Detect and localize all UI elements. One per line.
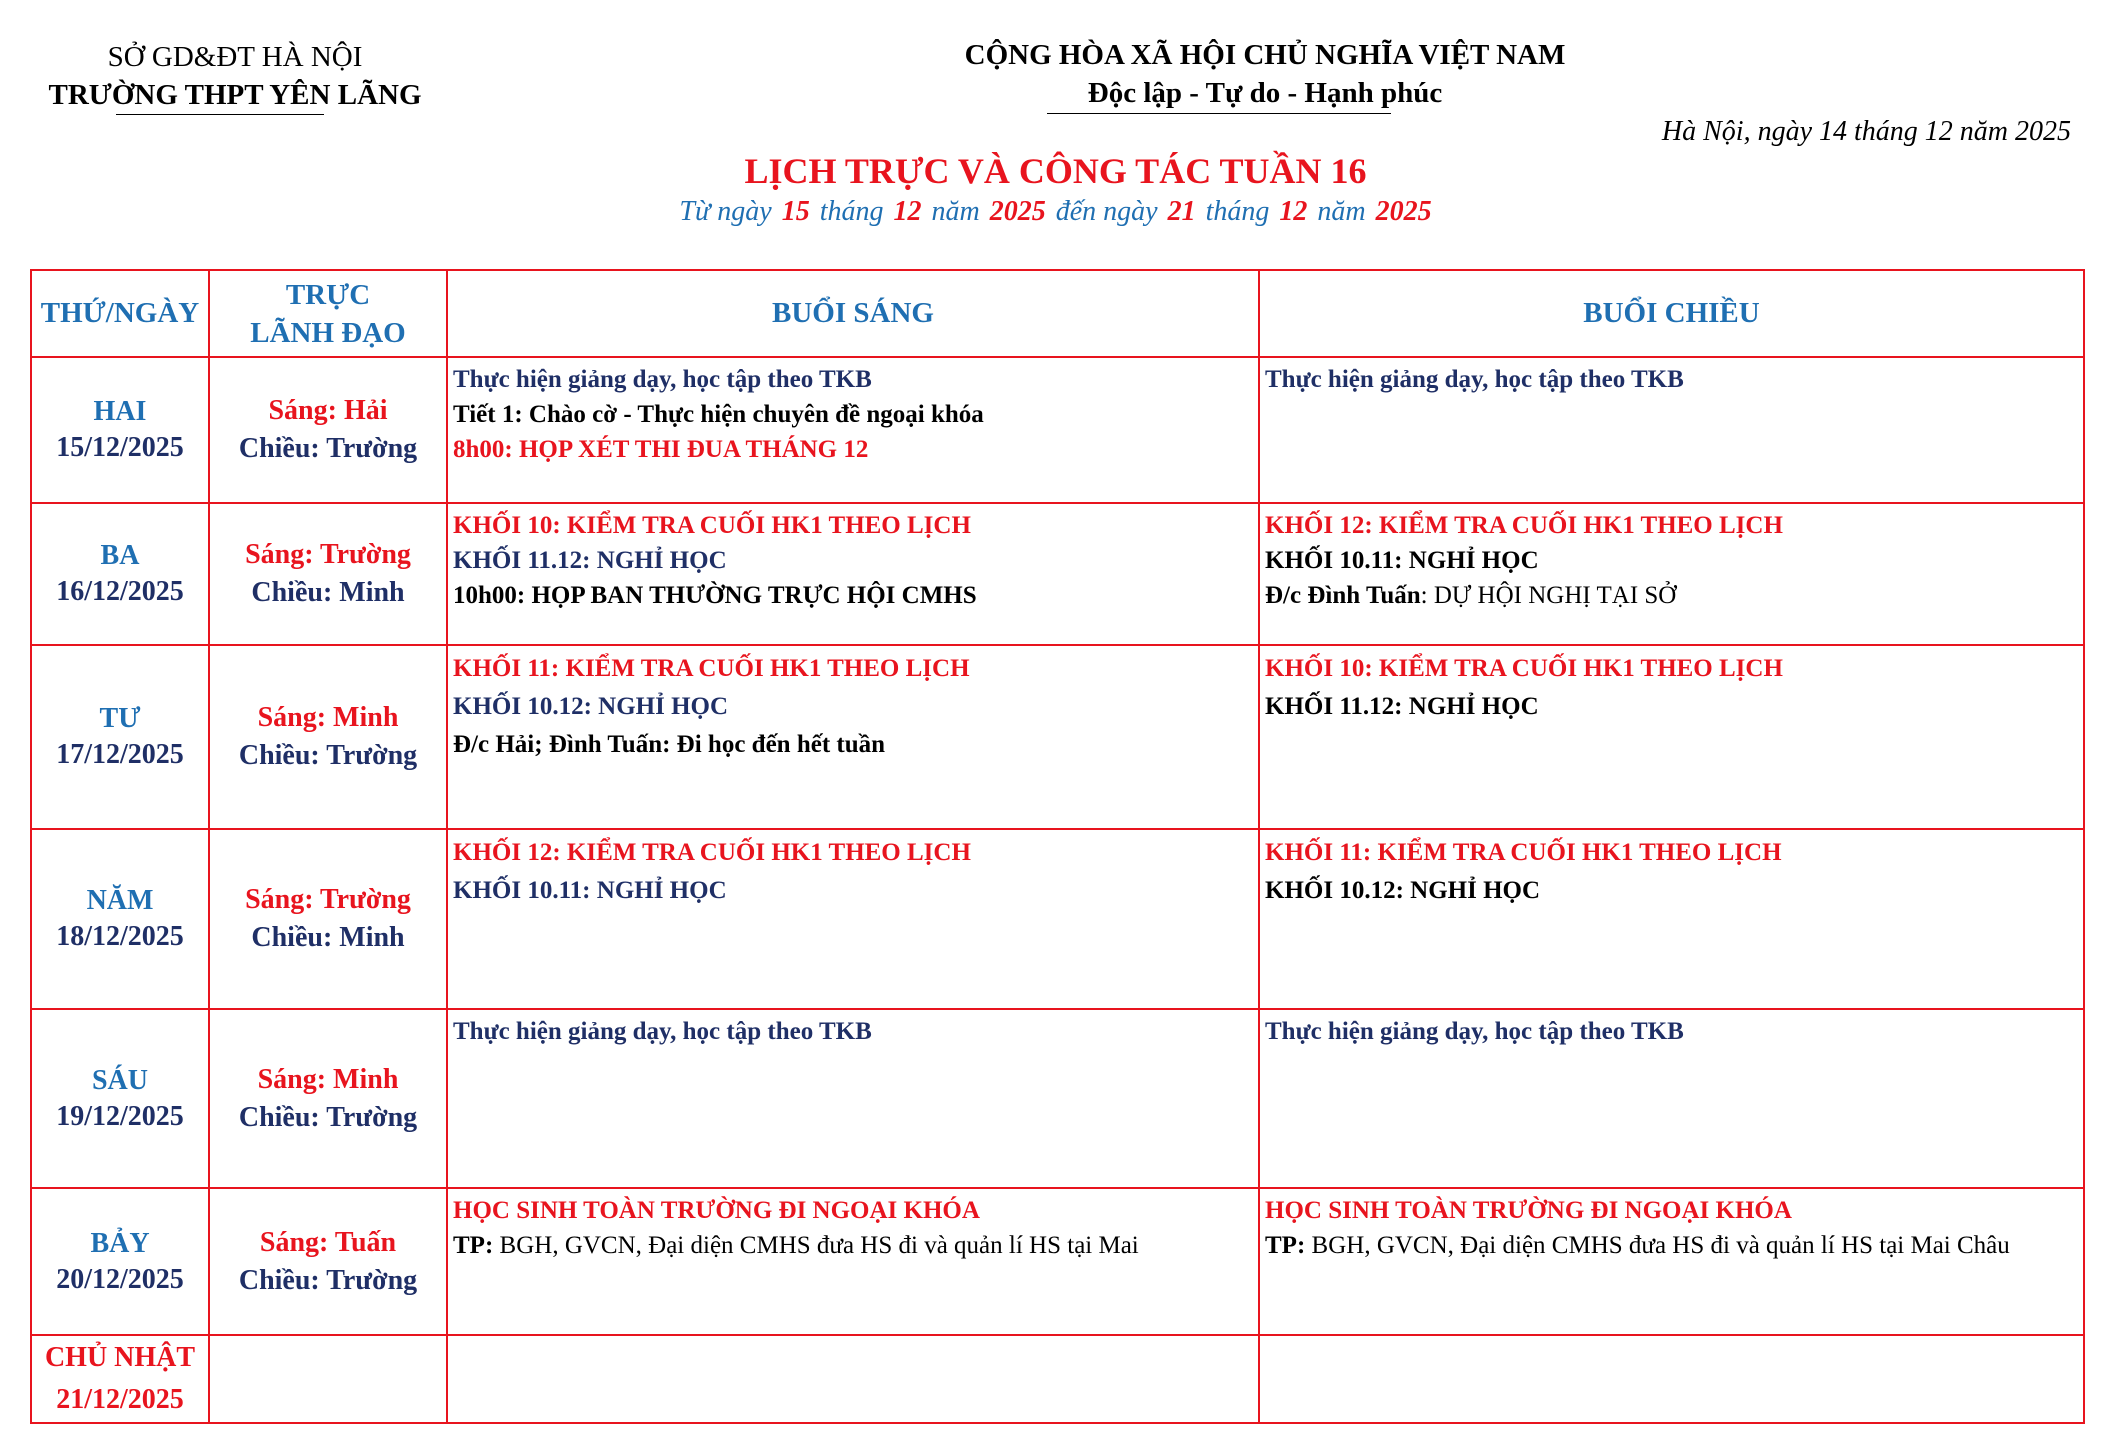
activity-line: KHỐI 11: KIỂM TRA CUỐI HK1 THEO LỊCH bbox=[453, 655, 970, 682]
activity-line: KHỐI 10.11: NGHỈ HỌC bbox=[453, 877, 727, 904]
activity-line: Tiết 1: Chào cờ - Thực hiện chuyên đề ngoại khóa bbox=[453, 401, 984, 428]
afternoon-cell bbox=[1259, 503, 2084, 645]
afternoon-cell bbox=[1259, 1335, 2084, 1423]
duty-morning: Sáng: Tuấn bbox=[259, 1226, 397, 1258]
participants-label: TP: bbox=[453, 1232, 494, 1259]
day-date: 16/12/2025 bbox=[56, 576, 184, 607]
morning-cell bbox=[447, 1335, 1259, 1423]
activity-line: KHỐI 10: KIỂM TRA CUỐI HK1 THEO LỊCH bbox=[1265, 655, 1783, 682]
date-range bbox=[0, 196, 2111, 228]
nation-title: CỘNG HÒA XÃ HỘI CHỦ NGHĨA VIỆT NAM bbox=[964, 39, 1566, 71]
duty-afternoon: Chiều: Trường bbox=[238, 433, 418, 464]
to-month: 12 bbox=[1279, 196, 1308, 227]
morning-cell bbox=[447, 503, 1259, 645]
from-year: 2025 bbox=[989, 196, 1046, 227]
day-date: 15/12/2025 bbox=[56, 432, 184, 463]
afternoon-cell bbox=[1259, 1009, 2084, 1188]
year-label-2: năm bbox=[1317, 196, 1366, 227]
from-label: Từ ngày bbox=[679, 196, 772, 227]
to-year: 2025 bbox=[1375, 196, 1432, 227]
duty-afternoon: Chiều: Minh bbox=[251, 922, 405, 953]
school-underline bbox=[116, 114, 324, 115]
col-header-duty-line1: TRỰC bbox=[285, 278, 371, 311]
col-header-morning: BUỔI SÁNG bbox=[447, 270, 1259, 357]
afternoon-cell bbox=[1259, 357, 2084, 503]
col-header-day: THỨ/NGÀY bbox=[31, 270, 209, 357]
day-cell bbox=[31, 1188, 209, 1335]
col-header-duty-line2: LÃNH ĐẠO bbox=[250, 316, 406, 349]
activity-line: KHỐI 11.12: NGHỈ HỌC bbox=[1265, 693, 1539, 720]
duty-morning: Sáng: Trường bbox=[245, 539, 411, 570]
activity-line: KHỐI 12: KIỂM TRA CUỐI HK1 THEO LỊCH bbox=[1265, 512, 1783, 539]
activity-line: KHỐI 10.12: NGHỈ HỌC bbox=[453, 693, 729, 720]
activity-line: Thực hiện giảng dạy, học tập theo TKB bbox=[1265, 1018, 1684, 1045]
activity-line: Đ/c Hải; Đình Tuấn: Đi học đến hết tuần bbox=[453, 731, 886, 758]
activity-text: BGH, GVCN, Đại diện CMHS đưa HS đi và quản lí HS tại Mai Châu bbox=[1305, 1232, 2010, 1259]
day-cell bbox=[31, 1335, 209, 1423]
activity-line: 10h00: HỌP BAN THƯỜNG TRỰC HỘI CMHS bbox=[453, 582, 977, 609]
col-header-duty bbox=[209, 270, 447, 357]
day-cell bbox=[31, 357, 209, 503]
activity-line bbox=[453, 1228, 1253, 1263]
table-row bbox=[31, 1188, 2084, 1335]
activity-line: KHỐI 10: KIỂM TRA CUỐI HK1 THEO LỊCH bbox=[453, 512, 971, 539]
afternoon-cell bbox=[1259, 645, 2084, 829]
activity-line bbox=[1265, 1228, 2078, 1263]
day-name: CHỦ NHẬT bbox=[44, 1342, 196, 1373]
day-cell bbox=[31, 829, 209, 1009]
to-day: 21 bbox=[1167, 196, 1196, 227]
day-date: 19/12/2025 bbox=[56, 1100, 184, 1132]
day-date: 21/12/2025 bbox=[56, 1384, 184, 1415]
table-row bbox=[31, 829, 2084, 1009]
table-row bbox=[31, 1335, 2084, 1423]
day-date: 20/12/2025 bbox=[56, 1263, 184, 1295]
table-row bbox=[31, 357, 2084, 503]
activity-line: Thực hiện giảng dạy, học tập theo TKB bbox=[1265, 366, 1684, 393]
duty-morning: Sáng: Minh bbox=[257, 1063, 399, 1095]
activity-line: 8h00: HỌP XÉT THI ĐUA THÁNG 12 bbox=[453, 436, 869, 463]
duty-morning: Sáng: Minh bbox=[257, 702, 399, 733]
duty-afternoon: Chiều: Minh bbox=[251, 577, 405, 608]
duty-cell bbox=[209, 1009, 447, 1188]
day-name: HAI bbox=[93, 396, 147, 427]
header-right bbox=[890, 36, 1640, 112]
activity-line: HỌC SINH TOÀN TRƯỜNG ĐI NGOẠI KHÓA bbox=[453, 1197, 980, 1224]
day-name: SÁU bbox=[91, 1064, 148, 1096]
to-label: đến ngày bbox=[1055, 196, 1158, 227]
col-header-afternoon: BUỔI CHIỀU bbox=[1259, 270, 2084, 357]
table-row bbox=[31, 1009, 2084, 1188]
activity-line: Thực hiện giảng dạy, học tập theo TKB bbox=[453, 366, 872, 393]
department-name: SỞ GD&ĐT HÀ NỘI bbox=[107, 41, 363, 73]
duty-cell bbox=[209, 357, 447, 503]
activity-line: KHỐI 12: KIỂM TRA CUỐI HK1 THEO LỊCH bbox=[453, 839, 971, 866]
day-date: 18/12/2025 bbox=[56, 921, 184, 952]
day-name: TƯ bbox=[99, 703, 141, 734]
morning-cell bbox=[447, 1188, 1259, 1335]
activity-text: BGH, GVCN, Đại diện CMHS đưa HS đi và quản lí HS tại Mai bbox=[493, 1232, 1139, 1259]
activity-line: KHỐI 10.12: NGHỈ HỌC bbox=[1265, 877, 1541, 904]
afternoon-cell bbox=[1259, 1188, 2084, 1335]
activity-line: HỌC SINH TOÀN TRƯỜNG ĐI NGOẠI KHÓA bbox=[1265, 1197, 1792, 1224]
morning-cell bbox=[447, 1009, 1259, 1188]
person-name: Đ/c Đình Tuấn bbox=[1265, 582, 1421, 609]
activity-line: KHỐI 11: KIỂM TRA CUỐI HK1 THEO LỊCH bbox=[1265, 839, 1782, 866]
duty-cell bbox=[209, 1335, 447, 1423]
from-month: 12 bbox=[893, 196, 922, 227]
activity-text: : DỰ HỘI NGHỊ TẠI SỞ bbox=[1420, 582, 1677, 609]
duty-afternoon: Chiều: Trường bbox=[238, 1264, 418, 1296]
from-day: 15 bbox=[781, 196, 810, 227]
motto: Độc lập - Tự do - Hạnh phúc bbox=[1087, 77, 1443, 109]
table-row bbox=[31, 503, 2084, 645]
day-name: BẢY bbox=[90, 1227, 150, 1259]
month-label: tháng bbox=[819, 196, 884, 227]
schedule-table bbox=[30, 269, 2085, 1424]
morning-cell bbox=[447, 645, 1259, 829]
header-left bbox=[30, 38, 440, 114]
duty-cell bbox=[209, 503, 447, 645]
activity-line: KHỐI 10.11: NGHỈ HỌC bbox=[1265, 547, 1539, 574]
issue-date: Hà Nội, ngày 14 tháng 12 năm 2025 bbox=[1661, 116, 2071, 147]
duty-cell bbox=[209, 645, 447, 829]
activity-line bbox=[1265, 578, 2078, 613]
header-row bbox=[31, 270, 2084, 357]
page-title: LỊCH TRỰC VÀ CÔNG TÁC TUẦN 16 bbox=[744, 151, 1367, 191]
activity-line: Thực hiện giảng dạy, học tập theo TKB bbox=[453, 1018, 872, 1045]
table-row bbox=[31, 645, 2084, 829]
participants-label: TP: bbox=[1265, 1232, 1306, 1259]
day-cell bbox=[31, 1009, 209, 1188]
day-name: NĂM bbox=[86, 885, 154, 916]
morning-cell bbox=[447, 357, 1259, 503]
duty-morning: Sáng: Trường bbox=[245, 884, 411, 915]
duty-cell bbox=[209, 829, 447, 1009]
duty-morning: Sáng: Hải bbox=[268, 395, 388, 426]
activity-line: KHỐI 11.12: NGHỈ HỌC bbox=[453, 547, 727, 574]
duty-cell bbox=[209, 1188, 447, 1335]
afternoon-cell bbox=[1259, 829, 2084, 1009]
day-name: BA bbox=[100, 540, 140, 571]
duty-afternoon: Chiều: Trường bbox=[238, 1101, 418, 1133]
motto-underline bbox=[1047, 113, 1391, 114]
morning-cell bbox=[447, 829, 1259, 1009]
school-name: TRƯỜNG THPT YÊN LÃNG bbox=[48, 79, 422, 111]
day-cell bbox=[31, 503, 209, 645]
day-cell bbox=[31, 645, 209, 829]
duty-afternoon: Chiều: Trường bbox=[238, 740, 418, 771]
year-label: năm bbox=[931, 196, 980, 227]
month-label-2: tháng bbox=[1205, 196, 1270, 227]
day-date: 17/12/2025 bbox=[56, 739, 184, 770]
